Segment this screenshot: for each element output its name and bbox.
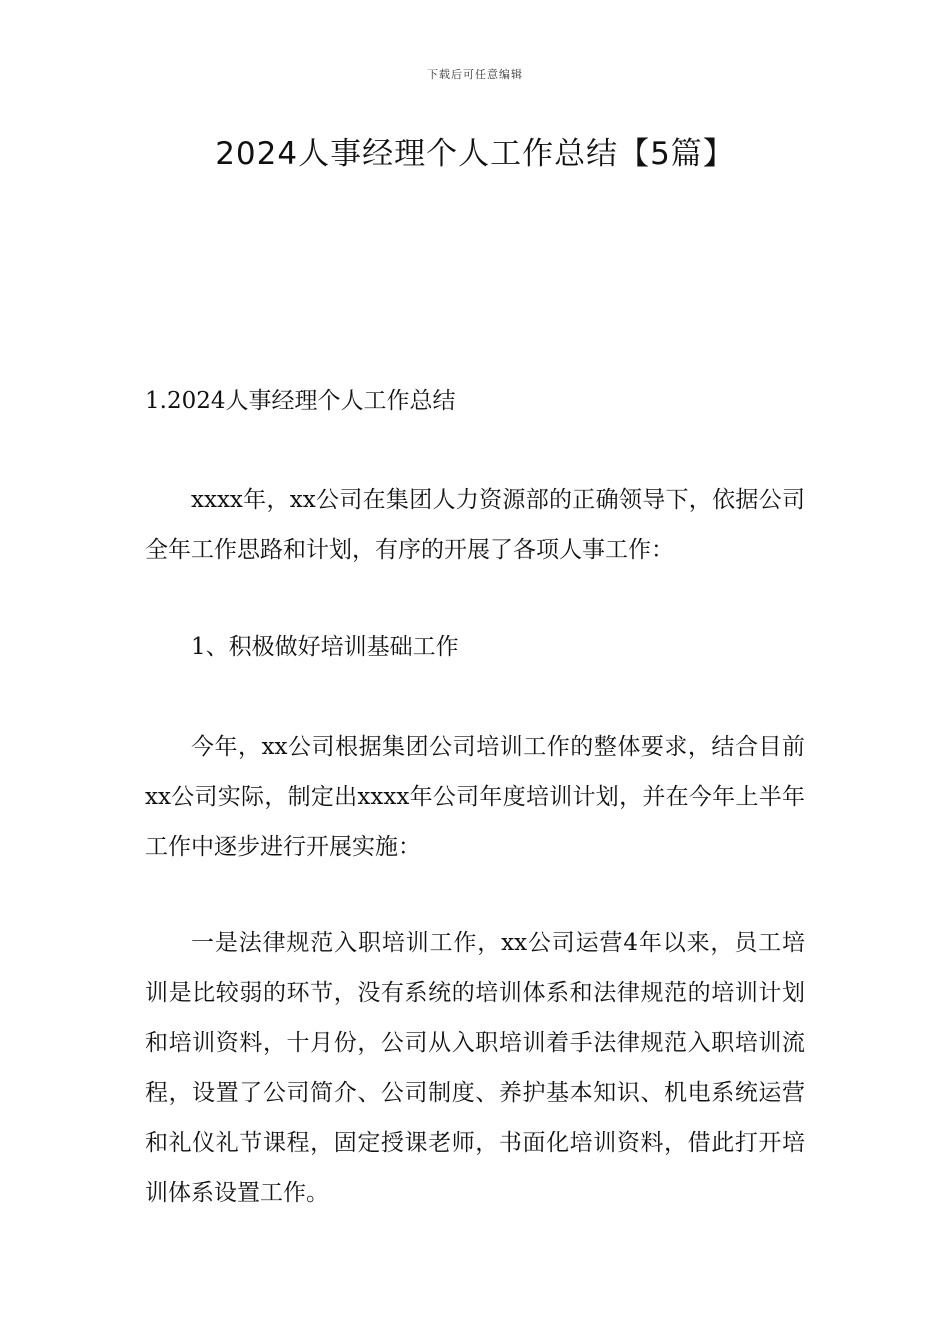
paragraph-onboarding-training: 一是法律规范入职培训工作，xx公司运营4年以来，员工培训是比较弱的环节，没有系统的培训体系和法律规范的培训计划和培训资料，十月份，公司从入职培训着手法律规范入职培训流程，设置了公司简介、公司制度、养护基本知识、机电系统运营和礼仪礼节课程，固定授课老师，书面化培训资料，借此打开培训体系设置工作。: [145, 930, 805, 1206]
paragraph-subheading-training: 1、积极做好培训基础工作: [191, 634, 459, 660]
paragraph-intro: xxxx年，xx公司在集团人力资源部的正确领导下，依据公司全年工作思路和计划，有序的开展了各项人事工作：: [145, 487, 805, 563]
header-note: 下载后可任意编辑: [427, 68, 523, 81]
section-heading: 1.2024人事经理个人工作总结: [145, 388, 456, 414]
paragraph-training-plan: 今年，xx公司根据集团公司培训工作的整体要求，结合目前xx公司实际，制定出xxxx年公司年度培训计划，并在今年上半年工作中逐步进行开展实施：: [145, 734, 805, 860]
document-title: 2024人事经理个人工作总结【5篇】: [215, 136, 735, 172]
